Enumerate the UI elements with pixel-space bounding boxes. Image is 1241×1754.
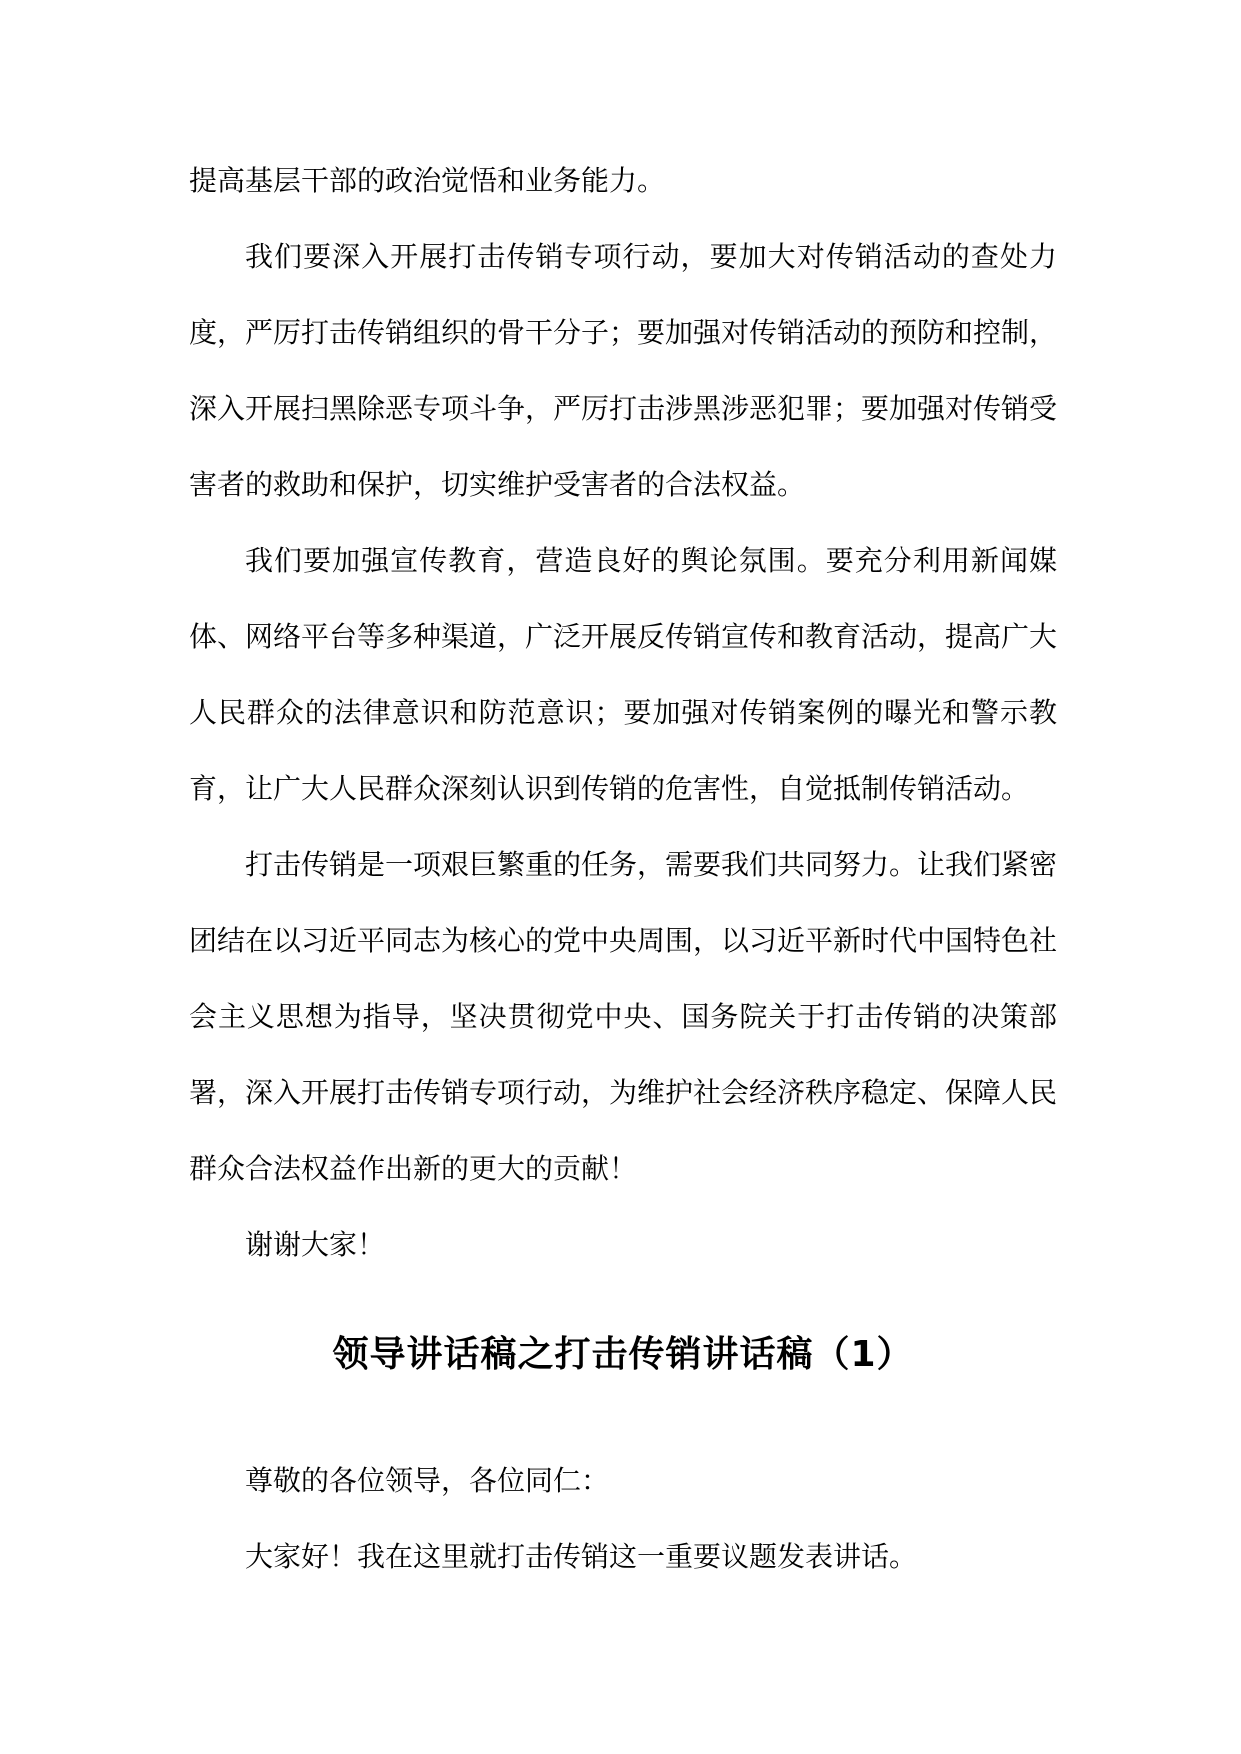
salutation: 尊敬的各位领导，各位同仁：	[245, 1464, 610, 1497]
paragraph-opening: 大家好！我在这里就打击传销这一重要议题发表讲话。	[245, 1540, 918, 1573]
speech-title: 领导讲话稿之打击传销讲话稿（1）	[332, 1334, 914, 1375]
paragraph-thanks: 谢谢大家！	[245, 1228, 386, 1261]
paragraph-special-action: 我们要深入开展打击传销专项行动，要加大对传销活动的查处力度，严厉打击传销组织的骨干分子；要加强对传销活动的预防和控制，深入开展扫黑除恶专项斗争，严厉打击涉黑涉恶犯罪；要加强对传销受害者的救助和保护，切实维护受害者的合法权益。	[189, 240, 1058, 501]
paragraph-closing-call: 打击传销是一项艰巨繁重的任务，需要我们共同努力。让我们紧密团结在以习近平同志为核心的党中央周围，以习近平新时代中国特色社会主义思想为指导，坚决贯彻党中央、国务院关于打击传销的决策部署，深入开展打击传销专项行动，为维护社会经济秩序稳定、保障人民群众合法权益作出新的更大的贡献！	[189, 848, 1058, 1185]
document-body	[189, 143, 1057, 1595]
paragraph-continuation: 提高基层干部的政治觉悟和业务能力。	[189, 164, 666, 197]
paragraph-publicity-education: 我们要加强宣传教育，营造良好的舆论氛围。要充分利用新闻媒体、网络平台等多种渠道，广泛开展反传销宣传和教育活动，提高广大人民群众的法律意识和防范意识；要加强对传销案例的曝光和警示教育，让广大人民群众深刻认识到传销的危害性，自觉抵制传销活动。	[189, 544, 1058, 805]
